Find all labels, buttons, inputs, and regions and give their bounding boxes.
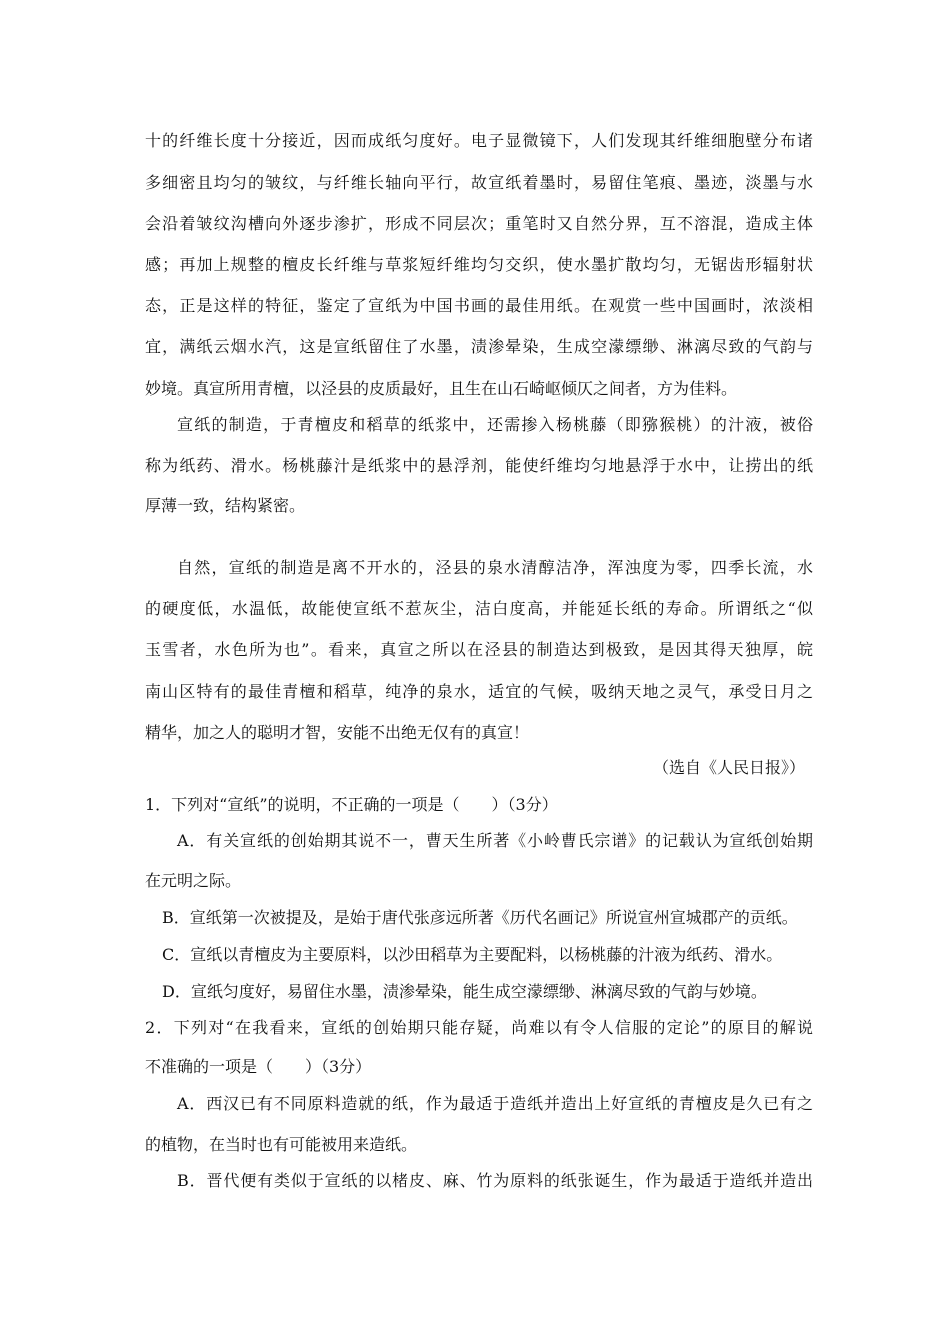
article-line: 称为纸药、滑水。杨桃藤汁是纸浆中的悬浮剂，能使纤维均匀地悬浮于水中，让捞出的纸 xyxy=(145,456,813,475)
article-paragraph-start: 宣纸的制造，于青檀皮和稻草的纸浆中，还需掺入杨桃藤（即猕猴桃）的汁液，被俗 xyxy=(177,415,813,434)
article-line: 妙境。真宣所用青檀，以泾县的皮质最好，且生在山石崎岖倾仄之间者，方为佳料。 xyxy=(145,379,738,398)
article-line: 宜，满纸云烟水汽，这是宣纸留住了水墨，渍渗晕染，生成空濛缥缈、淋漓尽致的气韵与 xyxy=(145,337,813,356)
article-line: 精华，加之人的聪明才智，安能不出绝无仅有的真宣！ xyxy=(145,723,530,742)
article-line: 感；再加上规整的檀皮长纤维与草浆短纤维均匀交织，使水墨扩散均匀，无锯齿形辐射状 xyxy=(145,255,813,274)
question-1-option-a: A．有关宣纸的创始期其说不一，曹天生所著《小岭曹氏宗谱》的记载认为宣纸创始期 xyxy=(177,831,813,850)
article-line: 厚薄一致，结构紧密。 xyxy=(145,496,306,515)
article-line: 玉雪者，水色所为也”。看来，真宣之所以在泾县的制造达到极致，是因其得天独厚，皖 xyxy=(145,640,813,659)
article-line: 多细密且均匀的皱纹，与纤维长轴向平行，故宣纸着墨时，易留住笔痕、墨迹，淡墨与水 xyxy=(145,173,813,192)
question-2-stem: 2．下列对“在我看来，宣纸的创始期只能存疑，尚难以有令人信服的定论”的原目的解说 xyxy=(145,1018,813,1037)
question-2-option-a-cont: 的植物，在当时也有可能被用来造纸。 xyxy=(145,1135,418,1154)
article-line: 会沿着皱纹沟槽向外逐步渗扩，形成不同层次；重笔时又自然分界，互不溶混，造成主体 xyxy=(145,214,813,233)
article-paragraph-start: 自然，宣纸的制造是离不开水的，泾县的泉水清醇洁净，浑浊度为零，四季长流，水 xyxy=(177,558,813,577)
article-source: （选自《人民日报》） xyxy=(652,758,805,777)
article-line: 十的纤维长度十分接近，因而成纸匀度好。电子显微镜下，人们发现其纤维细胞壁分布诸 xyxy=(145,131,813,150)
article-line: 的硬度低，水温低，故能使宣纸不惹灰尘，洁白度高，并能延长纸的寿命。所谓纸之“似 xyxy=(145,599,813,618)
question-2-option-a: A．西汉已有不同原料造就的纸，作为最适于造纸并造出上好宣纸的青檀皮是久已有之 xyxy=(177,1094,813,1113)
question-2-stem-cont: 不准确的一项是（ ）（3分） xyxy=(145,1057,372,1076)
question-1-option-d: D．宣纸匀度好，易留住水墨，渍渗晕染，能生成空濛缥缈、淋漓尽致的气韵与妙境。 xyxy=(162,982,767,1001)
question-2-option-b: B．晋代便有类似于宣纸的以楮皮、麻、竹为原料的纸张诞生，作为最适于造纸并造出 xyxy=(177,1171,813,1190)
question-1-option-c: C．宣纸以青檀皮为主要原料，以沙田稻草为主要配料，以杨桃藤的汁液为纸药、滑水。 xyxy=(162,945,783,964)
question-1-option-a-cont: 在元明之际。 xyxy=(145,871,242,890)
article-line: 态，正是这样的特征，鉴定了宣纸为中国书画的最佳用纸。在观赏一些中国画时，浓淡相 xyxy=(145,296,813,315)
question-1-stem: 1．下列对“宣纸”的说明，不正确的一项是（ ）（3分） xyxy=(145,795,558,814)
article-line: 南山区特有的最佳青檀和稻草，纯净的泉水，适宜的气候，吸纳天地之灵气，承受日月之 xyxy=(145,682,813,701)
question-1-option-b: B．宣纸第一次被提及，是始于唐代张彦远所著《历代名画记》所说宣州宣城郡产的贡纸。 xyxy=(162,908,798,927)
